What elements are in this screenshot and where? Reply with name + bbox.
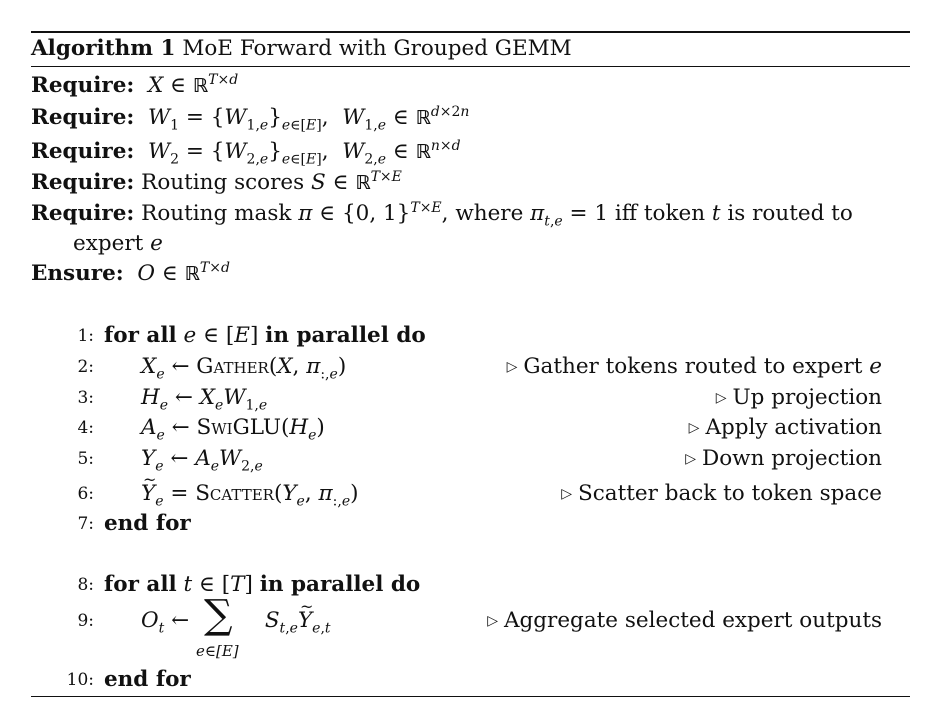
require-label: Require:	[31, 170, 135, 195]
require-label: Require:	[31, 139, 135, 164]
comment-triangle-icon: ▷	[688, 420, 700, 436]
require-label: Require:	[31, 105, 135, 130]
require-text: expert	[73, 231, 144, 256]
math-expression: X ∈ ℝ$^{T\times d}$	[148, 71, 239, 98]
bottom-rule	[31, 696, 910, 697]
line-number: 4:	[77, 418, 94, 438]
statement: $X_e$ ← Gather(X, $\pi_{:,e}$)	[141, 354, 347, 383]
line-number: 5:	[77, 449, 94, 469]
function-name: Scatter	[195, 481, 274, 506]
require-w1	[31, 104, 910, 132]
summation: ∑ e∈[E]	[195, 592, 239, 660]
statement: $O_t$ ← ∑ e∈[E] $S_{t,e}\sim$ $Y_{e,t}$	[141, 607, 331, 635]
require-text: iff token	[614, 201, 706, 226]
line-number: 8:	[77, 575, 94, 595]
comment: ▷ Aggregate selected expert outputs	[487, 608, 882, 633]
math-expression: S ∈ ℝ$^{T\times E}$	[311, 168, 402, 195]
statement: for all e ∈ [E] in parallel do	[104, 323, 426, 348]
line-number: 9:	[77, 611, 94, 631]
top-rule	[31, 31, 910, 33]
require-text: , where	[441, 201, 524, 226]
line-number: 1:	[77, 326, 94, 346]
statement: $H_e$ ← $X_eW_{1,e}$	[141, 385, 268, 414]
math-expression: π ∈ {0, 1}$^{T\times E}$	[298, 199, 442, 226]
require-label: Require:	[31, 201, 135, 226]
comment: ▷ Apply activation	[688, 415, 882, 440]
statement: for all t ∈ [T] in parallel do	[104, 572, 421, 597]
algorithm-caption	[31, 35, 910, 63]
line-number: 2:	[77, 357, 94, 377]
require-text: is routed to	[727, 201, 853, 226]
math-expression: $\pi_{t,e} = 1$	[530, 201, 609, 230]
require-mask: Require: Routing mask π ∈ {0, 1}$^{T\times E}$, where $\pi_{t,e} = 1$ iff token t is routed to	[31, 199, 853, 230]
header-rule	[31, 66, 910, 67]
ensure-label: Ensure:	[31, 261, 124, 286]
require-text: Routing scores	[141, 170, 305, 195]
comment: ▷ Down projection	[685, 446, 882, 471]
ensure-o	[31, 260, 910, 288]
require-w2	[31, 138, 910, 166]
math-expression: $W_2 = \{W_{2,e}\}_{e\in[E]}$, $W_{2,e}$ ∈ ℝ$^{n\times d}$	[148, 137, 461, 168]
comment-triangle-icon: ▷	[506, 359, 518, 375]
require-scores	[31, 169, 910, 197]
comment-triangle-icon: ▷	[487, 613, 498, 629]
algorithm-title: MoE Forward with Grouped GEMM	[182, 36, 572, 61]
statement: ~ $Y_e$ = $Scatter(Y_e$, $\pi_{:,e}$)	[141, 480, 359, 508]
statement: end for	[104, 511, 191, 536]
require-x	[31, 72, 910, 100]
algorithm-label: Algorithm 1	[31, 36, 176, 61]
statement: $Y_e$ ← $A_eW_{2,e}$	[141, 446, 263, 475]
require-text: Routing mask	[141, 201, 292, 226]
comment: ▷ Gather tokens routed to expert e	[506, 354, 882, 379]
comment: ▷ Up projection	[715, 385, 882, 410]
line-number: 6:	[77, 484, 94, 504]
comment-triangle-icon: ▷	[561, 486, 572, 502]
require-mask-cont: expert e	[73, 231, 163, 256]
statement: end for	[104, 667, 191, 692]
math-expression: $W_1 = \{W_{1,e}\}_{e\in[E]}$, $W_{1,e}$ ∈ ℝ$^{d\times 2n}$	[148, 103, 470, 134]
comment: ▷ Scatter back to token space	[561, 481, 882, 506]
require-label: Require:	[31, 73, 135, 98]
line-number: 10:	[66, 670, 94, 690]
function-name: SwiGLU	[196, 415, 281, 440]
math-expression: O ∈ ℝ$^{T\times d}$	[137, 259, 230, 286]
statement: $A_e$ ← $SwiGLU(H_e)$	[141, 415, 325, 444]
line-number: 3:	[77, 388, 94, 408]
comment-triangle-icon: ▷	[685, 451, 696, 467]
function-name: Gather	[196, 354, 269, 379]
comment-triangle-icon: ▷	[715, 390, 727, 406]
line-number: 7:	[77, 514, 94, 534]
